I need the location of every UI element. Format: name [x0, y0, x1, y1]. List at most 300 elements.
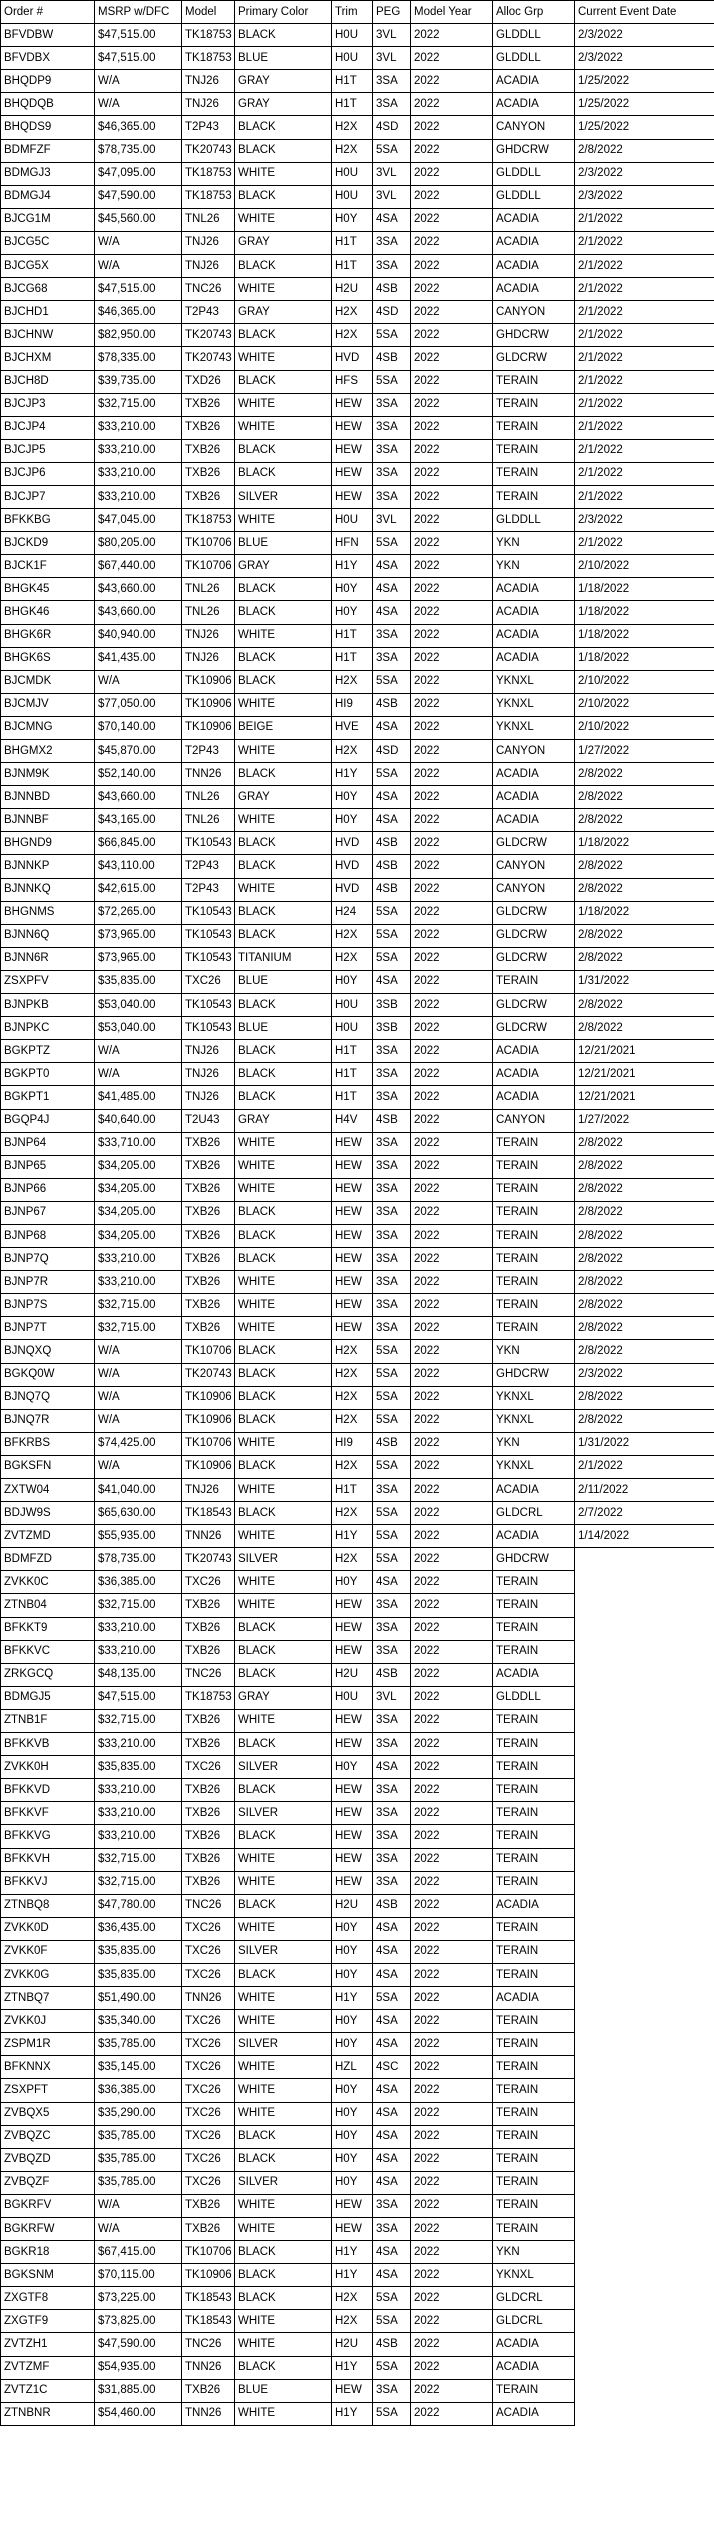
cell-alloc-grp: GHDCRW — [493, 1548, 575, 1571]
cell-trim: H0Y — [332, 2148, 373, 2171]
cell-model-year: 2022 — [411, 1109, 493, 1132]
cell-order-number: ZVKK0G — [1, 1963, 95, 1986]
cell-order-number: ZVBQZC — [1, 2125, 95, 2148]
cell-trim: H0Y — [332, 2125, 373, 2148]
cell-msrp: $33,710.00 — [95, 1132, 182, 1155]
cell-alloc-grp: YKNXL — [493, 670, 575, 693]
table-row — [1, 324, 714, 347]
cell-msrp: $70,115.00 — [95, 2264, 182, 2287]
cell-trim: H1Y — [332, 2402, 373, 2425]
cell-model: TK10543 — [182, 924, 235, 947]
cell-model-year: 2022 — [411, 878, 493, 901]
cell-alloc-grp: TERAIN — [493, 439, 575, 462]
cell-trim: HVD — [332, 832, 373, 855]
cell-primary-color: BLACK — [235, 1894, 332, 1917]
cell-model-year: 2022 — [411, 1987, 493, 2010]
table-row — [1, 1455, 714, 1478]
table-row — [1, 624, 714, 647]
cell-peg: 3SA — [373, 1040, 411, 1063]
table-row — [1, 1063, 714, 1086]
cell-alloc-grp: GLDCRW — [493, 347, 575, 370]
table-row — [1, 1132, 714, 1155]
cell-msrp: $33,210.00 — [95, 1248, 182, 1271]
cell-trim: HEW — [332, 1825, 373, 1848]
cell-current-event-date: 2/3/2022 — [575, 24, 714, 47]
cell-model-year: 2022 — [411, 1548, 493, 1571]
cell-model: TNJ26 — [182, 1063, 235, 1086]
cell-trim: H0Y — [332, 1756, 373, 1779]
cell-trim: HEW — [332, 485, 373, 508]
cell-order-number: ZVKK0H — [1, 1756, 95, 1779]
cell-model-year: 2022 — [411, 1063, 493, 1086]
cell-peg: 5SA — [373, 1340, 411, 1363]
cell-model-year: 2022 — [411, 1317, 493, 1340]
cell-alloc-grp: TERAIN — [493, 1917, 575, 1940]
cell-model: TNN26 — [182, 763, 235, 786]
cell-current-event-date: 2/8/2022 — [575, 1017, 714, 1040]
cell-model: TXB26 — [182, 1871, 235, 1894]
cell-peg: 5SA — [373, 924, 411, 947]
cell-model-year: 2022 — [411, 555, 493, 578]
cell-current-event-date: 2/8/2022 — [575, 809, 714, 832]
cell-msrp: $32,715.00 — [95, 1294, 182, 1317]
cell-alloc-grp: CANYON — [493, 855, 575, 878]
cell-alloc-grp: TERAIN — [493, 970, 575, 993]
cell-alloc-grp: GLDCRL — [493, 1502, 575, 1525]
cell-order-number: BJCMDK — [1, 670, 95, 693]
table-row — [1, 2056, 714, 2079]
table-row — [1, 740, 714, 763]
cell-current-event-date — [575, 2310, 714, 2333]
cell-current-event-date — [575, 1686, 714, 1709]
cell-order-number: BFKNNX — [1, 2056, 95, 2079]
cell-model-year: 2022 — [411, 324, 493, 347]
cell-peg: 4SA — [373, 786, 411, 809]
table-row — [1, 1340, 714, 1363]
cell-msrp: $35,835.00 — [95, 970, 182, 993]
table-row — [1, 693, 714, 716]
cell-model: T2P43 — [182, 116, 235, 139]
cell-peg: 4SB — [373, 347, 411, 370]
cell-alloc-grp: YKN — [493, 1432, 575, 1455]
cell-alloc-grp: GLDCRW — [493, 832, 575, 855]
cell-peg: 3SA — [373, 1871, 411, 1894]
cell-msrp: $36,385.00 — [95, 1571, 182, 1594]
cell-trim: HEW — [332, 1871, 373, 1894]
cell-current-event-date: 2/1/2022 — [575, 301, 714, 324]
table-row — [1, 278, 714, 301]
cell-model-year: 2022 — [411, 1432, 493, 1455]
cell-primary-color: BLACK — [235, 1363, 332, 1386]
cell-model: TNL26 — [182, 809, 235, 832]
cell-trim: H2U — [332, 1663, 373, 1686]
cell-peg: 4SA — [373, 2171, 411, 2194]
cell-msrp: $48,135.00 — [95, 1663, 182, 1686]
cell-msrp: $47,515.00 — [95, 1686, 182, 1709]
cell-alloc-grp: TERAIN — [493, 370, 575, 393]
cell-model-year: 2022 — [411, 1686, 493, 1709]
cell-trim: HVE — [332, 716, 373, 739]
cell-alloc-grp: ACADIA — [493, 2402, 575, 2425]
cell-model: TK10543 — [182, 947, 235, 970]
cell-order-number: BFKKVJ — [1, 1871, 95, 1894]
cell-msrp: $47,590.00 — [95, 2333, 182, 2356]
cell-primary-color: GRAY — [235, 786, 332, 809]
cell-msrp: $33,210.00 — [95, 1733, 182, 1756]
cell-trim: HEW — [332, 1733, 373, 1756]
cell-current-event-date: 2/1/2022 — [575, 439, 714, 462]
cell-trim: H1T — [332, 1063, 373, 1086]
cell-peg: 4SA — [373, 578, 411, 601]
cell-current-event-date: 12/21/2021 — [575, 1040, 714, 1063]
cell-trim: HEW — [332, 1709, 373, 1732]
cell-alloc-grp: GLDCRW — [493, 901, 575, 924]
table-row — [1, 1224, 714, 1247]
cell-alloc-grp: TERAIN — [493, 2010, 575, 2033]
table-row — [1, 1271, 714, 1294]
cell-msrp: $67,415.00 — [95, 2241, 182, 2264]
cell-order-number: BDMGJ3 — [1, 162, 95, 185]
cell-model: TXB26 — [182, 1201, 235, 1224]
cell-order-number: ZSPM1R — [1, 2033, 95, 2056]
cell-current-event-date: 2/8/2022 — [575, 1271, 714, 1294]
cell-alloc-grp: TERAIN — [493, 1940, 575, 1963]
table-row — [1, 2379, 714, 2402]
cell-model: TXC26 — [182, 2033, 235, 2056]
cell-peg: 3SA — [373, 1640, 411, 1663]
cell-alloc-grp: GLDCRW — [493, 1017, 575, 1040]
cell-current-event-date: 1/18/2022 — [575, 624, 714, 647]
cell-model: TNC26 — [182, 1663, 235, 1686]
cell-order-number: BJNP7R — [1, 1271, 95, 1294]
table-row — [1, 1409, 714, 1432]
cell-msrp: $42,615.00 — [95, 878, 182, 901]
table-row — [1, 439, 714, 462]
cell-alloc-grp: ACADIA — [493, 578, 575, 601]
cell-primary-color: BLACK — [235, 2287, 332, 2310]
cell-msrp: W/A — [95, 1363, 182, 1386]
table-row — [1, 832, 714, 855]
cell-peg: 4SD — [373, 116, 411, 139]
cell-peg: 4SB — [373, 278, 411, 301]
cell-model: TK10906 — [182, 670, 235, 693]
table-row — [1, 1779, 714, 1802]
cell-primary-color: BLACK — [235, 763, 332, 786]
table-row — [1, 116, 714, 139]
cell-model-year: 2022 — [411, 393, 493, 416]
cell-model: TK10543 — [182, 901, 235, 924]
cell-primary-color: BLACK — [235, 924, 332, 947]
cell-order-number: BHGK46 — [1, 601, 95, 624]
cell-order-number: BJCG1M — [1, 208, 95, 231]
cell-msrp: $73,965.00 — [95, 924, 182, 947]
cell-primary-color: WHITE — [235, 693, 332, 716]
cell-current-event-date — [575, 2102, 714, 2125]
cell-msrp: $52,140.00 — [95, 763, 182, 786]
cell-msrp: W/A — [95, 255, 182, 278]
cell-model: TNJ26 — [182, 93, 235, 116]
cell-peg: 3SA — [373, 1224, 411, 1247]
cell-primary-color: BLACK — [235, 24, 332, 47]
cell-peg: 3SA — [373, 1617, 411, 1640]
cell-current-event-date — [575, 2010, 714, 2033]
cell-current-event-date: 2/10/2022 — [575, 555, 714, 578]
cell-primary-color: BLACK — [235, 1663, 332, 1686]
table-row — [1, 2287, 714, 2310]
cell-alloc-grp: TERAIN — [493, 1294, 575, 1317]
cell-msrp: W/A — [95, 2194, 182, 2217]
cell-primary-color: BLACK — [235, 1340, 332, 1363]
cell-alloc-grp: ACADIA — [493, 601, 575, 624]
cell-current-event-date: 2/11/2022 — [575, 1479, 714, 1502]
cell-order-number: ZVTZMD — [1, 1525, 95, 1548]
cell-model-year: 2022 — [411, 301, 493, 324]
cell-msrp: $47,515.00 — [95, 24, 182, 47]
cell-alloc-grp: GLDCRL — [493, 2287, 575, 2310]
cell-trim: H1T — [332, 93, 373, 116]
cell-order-number: BGKPT0 — [1, 1063, 95, 1086]
cell-trim: H0U — [332, 1017, 373, 1040]
cell-primary-color: BLACK — [235, 1963, 332, 1986]
cell-msrp: $47,515.00 — [95, 278, 182, 301]
cell-alloc-grp: GLDDLL — [493, 24, 575, 47]
cell-alloc-grp: CANYON — [493, 878, 575, 901]
cell-current-event-date — [575, 2218, 714, 2241]
cell-primary-color: GRAY — [235, 1686, 332, 1709]
cell-alloc-grp: ACADIA — [493, 1479, 575, 1502]
cell-primary-color: SILVER — [235, 2171, 332, 2194]
cell-model-year: 2022 — [411, 116, 493, 139]
cell-model-year: 2022 — [411, 947, 493, 970]
cell-trim: H1T — [332, 1479, 373, 1502]
table-row — [1, 809, 714, 832]
cell-trim: H0Y — [332, 809, 373, 832]
cell-model: TK18753 — [182, 185, 235, 208]
cell-trim: H2X — [332, 1363, 373, 1386]
cell-alloc-grp: ACADIA — [493, 93, 575, 116]
cell-primary-color: BLUE — [235, 532, 332, 555]
cell-trim: HVD — [332, 878, 373, 901]
table-row — [1, 555, 714, 578]
cell-model-year: 2022 — [411, 1733, 493, 1756]
cell-msrp: $41,485.00 — [95, 1086, 182, 1109]
cell-order-number: BJCH8D — [1, 370, 95, 393]
cell-primary-color: WHITE — [235, 347, 332, 370]
cell-peg: 3SA — [373, 1825, 411, 1848]
cell-primary-color: BLACK — [235, 1086, 332, 1109]
cell-alloc-grp: YKNXL — [493, 716, 575, 739]
cell-alloc-grp: GHDCRW — [493, 324, 575, 347]
cell-msrp: $80,205.00 — [95, 532, 182, 555]
cell-primary-color: WHITE — [235, 2010, 332, 2033]
cell-alloc-grp: YKNXL — [493, 1409, 575, 1432]
cell-primary-color: BLACK — [235, 185, 332, 208]
table-row — [1, 347, 714, 370]
cell-model-year: 2022 — [411, 924, 493, 947]
cell-trim: HEW — [332, 462, 373, 485]
cell-order-number: ZTNB1F — [1, 1709, 95, 1732]
cell-msrp: W/A — [95, 1455, 182, 1478]
cell-current-event-date — [575, 2125, 714, 2148]
cell-primary-color: GRAY — [235, 1109, 332, 1132]
cell-model: TXB26 — [182, 2218, 235, 2241]
cell-order-number: BJCG5X — [1, 255, 95, 278]
cell-peg: 4SA — [373, 1963, 411, 1986]
cell-order-number: BGQP4J — [1, 1109, 95, 1132]
cell-model: T2P43 — [182, 740, 235, 763]
cell-trim: H0U — [332, 1686, 373, 1709]
cell-trim: H4V — [332, 1109, 373, 1132]
cell-msrp: $43,660.00 — [95, 786, 182, 809]
cell-alloc-grp: TERAIN — [493, 1756, 575, 1779]
cell-peg: 4SA — [373, 2079, 411, 2102]
table-row — [1, 1848, 714, 1871]
cell-alloc-grp: TERAIN — [493, 1248, 575, 1271]
cell-primary-color: BLACK — [235, 1502, 332, 1525]
cell-primary-color: BLACK — [235, 1455, 332, 1478]
cell-primary-color: BLACK — [235, 901, 332, 924]
cell-peg: 5SA — [373, 2310, 411, 2333]
table-row — [1, 786, 714, 809]
cell-order-number: BDMFZF — [1, 139, 95, 162]
cell-alloc-grp: TERAIN — [493, 2125, 575, 2148]
cell-primary-color: WHITE — [235, 624, 332, 647]
cell-current-event-date: 1/27/2022 — [575, 740, 714, 763]
table-row — [1, 162, 714, 185]
cell-order-number: ZVKK0J — [1, 2010, 95, 2033]
cell-order-number: ZVBQZD — [1, 2148, 95, 2171]
cell-alloc-grp: GLDDLL — [493, 47, 575, 70]
cell-primary-color: GRAY — [235, 301, 332, 324]
cell-current-event-date — [575, 2241, 714, 2264]
cell-model-year: 2022 — [411, 24, 493, 47]
cell-model: TK18543 — [182, 2287, 235, 2310]
table-row — [1, 878, 714, 901]
cell-peg: 4SA — [373, 1917, 411, 1940]
cell-model: TK10906 — [182, 716, 235, 739]
cell-model: TK10906 — [182, 1409, 235, 1432]
cell-primary-color: BLACK — [235, 255, 332, 278]
header-trim: Trim — [332, 1, 373, 24]
cell-alloc-grp: ACADIA — [493, 1086, 575, 1109]
cell-msrp: $53,040.00 — [95, 994, 182, 1017]
cell-primary-color: WHITE — [235, 2402, 332, 2425]
cell-trim: H2X — [332, 1548, 373, 1571]
cell-msrp: W/A — [95, 670, 182, 693]
cell-primary-color: WHITE — [235, 2056, 332, 2079]
cell-alloc-grp: ACADIA — [493, 647, 575, 670]
cell-alloc-grp: TERAIN — [493, 2194, 575, 2217]
cell-msrp: $54,460.00 — [95, 2402, 182, 2425]
cell-model-year: 2022 — [411, 2079, 493, 2102]
table-row — [1, 301, 714, 324]
cell-primary-color: BLACK — [235, 1640, 332, 1663]
cell-current-event-date: 2/1/2022 — [575, 416, 714, 439]
cell-trim: H2X — [332, 2310, 373, 2333]
cell-primary-color: TITANIUM — [235, 947, 332, 970]
cell-order-number: BJCHNW — [1, 324, 95, 347]
cell-current-event-date: 1/18/2022 — [575, 832, 714, 855]
cell-peg: 3SA — [373, 1802, 411, 1825]
cell-model: TXB26 — [182, 1132, 235, 1155]
cell-model: TK18543 — [182, 2310, 235, 2333]
cell-peg: 3SA — [373, 1132, 411, 1155]
cell-trim: HEW — [332, 416, 373, 439]
cell-order-number: ZTNBQ8 — [1, 1894, 95, 1917]
cell-primary-color: BLACK — [235, 1201, 332, 1224]
cell-trim: HEW — [332, 2218, 373, 2241]
cell-model-year: 2022 — [411, 2102, 493, 2125]
cell-current-event-date — [575, 1987, 714, 2010]
cell-current-event-date — [575, 1848, 714, 1871]
cell-model: TXB26 — [182, 2379, 235, 2402]
cell-trim: H1Y — [332, 1987, 373, 2010]
cell-peg: 3SA — [373, 1733, 411, 1756]
cell-model: TNL26 — [182, 208, 235, 231]
cell-order-number: BJNP68 — [1, 1224, 95, 1247]
cell-msrp: $35,835.00 — [95, 1756, 182, 1779]
cell-peg: 3SA — [373, 439, 411, 462]
cell-model: T2P43 — [182, 301, 235, 324]
cell-trim: H2X — [332, 947, 373, 970]
cell-order-number: BJNN6Q — [1, 924, 95, 947]
cell-trim: H0Y — [332, 786, 373, 809]
cell-alloc-grp: TERAIN — [493, 2218, 575, 2241]
cell-primary-color: WHITE — [235, 2102, 332, 2125]
cell-order-number: BHGK6R — [1, 624, 95, 647]
cell-current-event-date: 2/10/2022 — [575, 693, 714, 716]
cell-peg: 4SC — [373, 2056, 411, 2079]
cell-current-event-date: 2/10/2022 — [575, 670, 714, 693]
cell-trim: HEW — [332, 1248, 373, 1271]
header-model: Model — [182, 1, 235, 24]
cell-primary-color: WHITE — [235, 1917, 332, 1940]
cell-model: T2P43 — [182, 878, 235, 901]
cell-msrp: $35,340.00 — [95, 2010, 182, 2033]
cell-current-event-date: 2/1/2022 — [575, 231, 714, 254]
cell-msrp: $34,205.00 — [95, 1178, 182, 1201]
cell-peg: 3SA — [373, 647, 411, 670]
cell-trim: H1T — [332, 624, 373, 647]
cell-order-number: ZSXPFV — [1, 970, 95, 993]
cell-model: TNJ26 — [182, 70, 235, 93]
cell-peg: 4SA — [373, 208, 411, 231]
cell-current-event-date: 2/8/2022 — [575, 1248, 714, 1271]
cell-model-year: 2022 — [411, 1455, 493, 1478]
cell-trim: HEW — [332, 2194, 373, 2217]
cell-model-year: 2022 — [411, 578, 493, 601]
cell-alloc-grp: TERAIN — [493, 1178, 575, 1201]
cell-primary-color: GRAY — [235, 231, 332, 254]
cell-peg: 3SA — [373, 1201, 411, 1224]
cell-alloc-grp: CANYON — [493, 1109, 575, 1132]
cell-primary-color: GRAY — [235, 555, 332, 578]
cell-model-year: 2022 — [411, 1479, 493, 1502]
cell-primary-color: BLACK — [235, 324, 332, 347]
cell-alloc-grp: TERAIN — [493, 1825, 575, 1848]
cell-model: TXC26 — [182, 1963, 235, 1986]
cell-model: TNJ26 — [182, 255, 235, 278]
cell-model: TK18753 — [182, 47, 235, 70]
table-row — [1, 1178, 714, 1201]
cell-current-event-date — [575, 2033, 714, 2056]
table-row — [1, 1825, 714, 1848]
cell-trim: HZL — [332, 2056, 373, 2079]
cell-alloc-grp: YKNXL — [493, 693, 575, 716]
cell-model: TXC26 — [182, 1756, 235, 1779]
table-row — [1, 1109, 714, 1132]
cell-model: TXB26 — [182, 1825, 235, 1848]
